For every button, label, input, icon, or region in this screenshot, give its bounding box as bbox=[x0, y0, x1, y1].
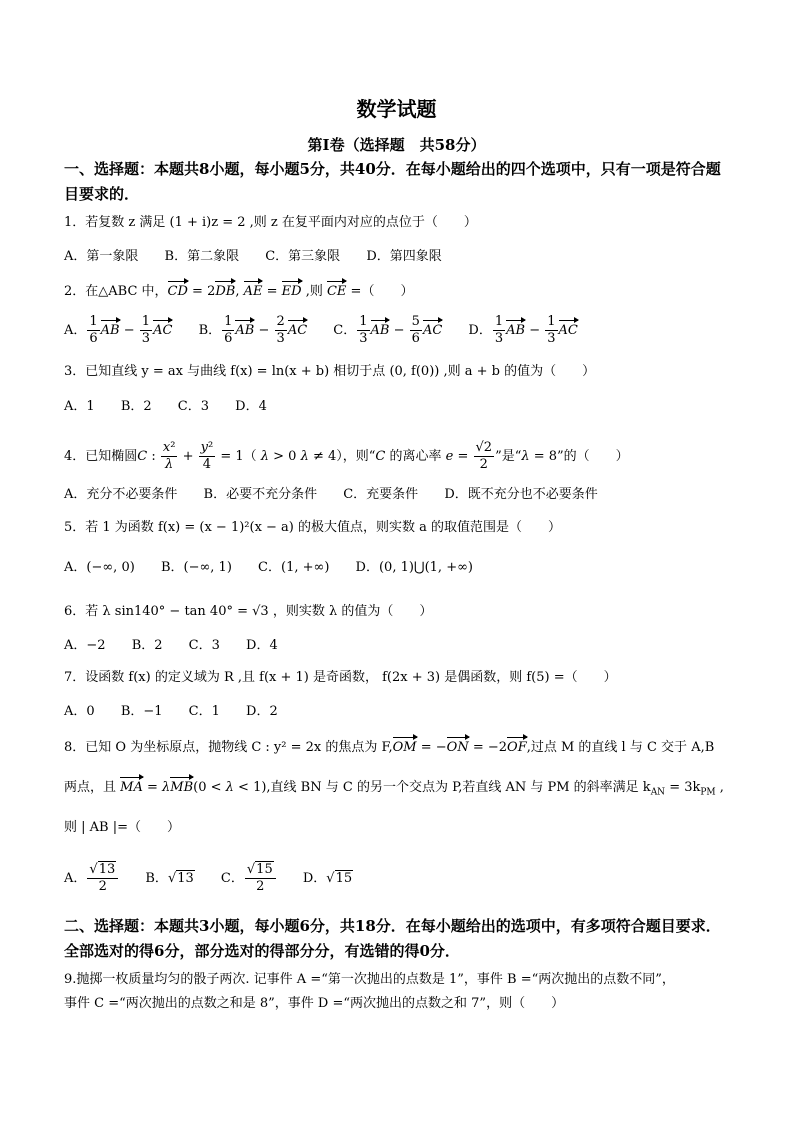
question-7-options bbox=[64, 702, 300, 722]
option-c: C．充要条件 bbox=[343, 487, 419, 502]
option-b: B．2 bbox=[120, 399, 152, 414]
option-a: A．第一象限 bbox=[64, 249, 139, 264]
option-b: B．√13 bbox=[145, 871, 194, 886]
option-b: B．2 bbox=[131, 638, 163, 653]
question-6: 6．若 λ sin140° − tan 40° = √3 ，则实数 λ 的值为（ ） bbox=[64, 604, 433, 619]
question-5: 5．若 1 为函数 f(x) = (x − 1)²(x − a) 的极大值点，则实数 a 的取值范围是（ ） bbox=[64, 520, 562, 535]
question-1: 1．若复数 z 满足 (1 + i)z = 2 ,则 z 在复平面内对应的点位于（ ） bbox=[64, 215, 477, 230]
option-c: C．(1, +∞) bbox=[258, 560, 330, 575]
option-a: A．(−∞, 0) bbox=[64, 560, 135, 575]
option-d: D．4 bbox=[246, 638, 278, 653]
section-2-heading: 二、选择题：本题共3小题，每小题6分，共18分．在每小题给出的选项中，有多项符合题目要求．全部选对的得6分，部分选对的得部分分，有选错的得0分． bbox=[64, 917, 721, 960]
option-c: C．3 bbox=[177, 399, 209, 414]
question-7: 7．设函数 f(x) 的定义域为 R ,且 f(x + 1) 是奇函数， f(2x + 3) 是偶函数，则 f(5) =（ ） bbox=[64, 670, 617, 685]
option-a: A．充分不必要条件 bbox=[64, 487, 178, 502]
option-c: C．1 bbox=[188, 704, 220, 719]
option-d: D．第四象限 bbox=[366, 249, 442, 264]
question-8-line-2: 两点，且 MA = λMB(0 < λ < 1),直线 BN 与 C 的另一个交点为 P,若直线 AN 与 PM 的斜率满足 $k_{AN} = 3k_{PM}$ , bbox=[64, 780, 724, 798]
question-4-options bbox=[64, 485, 620, 505]
question-9-line-1: 9.抛掷一枚质量均匀的骰子两次. 记事件 A =“第一次抛出的点数是 1”，事件 B =“两次抛出的点数不同”， bbox=[64, 972, 675, 987]
page-title: 数学试题 bbox=[356, 97, 437, 121]
option-a: A． $\frac{√13}{2}$ bbox=[64, 862, 119, 895]
option-d: D．√15 bbox=[302, 871, 353, 886]
question-4: 4．已知椭圆C : $\frac{\text{x²}}{\lambda}$ + $\frac{\text{y²}}{4}$ = 1（ λ > 0 λ ≠ 4），则“C 的离心率 e = $\frac{√2}{2}$ ”是“λ = 8”的（ ） bbox=[64, 440, 629, 472]
option-d: D． $\frac{1}{3}$ AB − $\frac{1}{3}$ AC bbox=[468, 314, 578, 346]
section-subtitle: 第Ⅰ卷（选择题 共58分） bbox=[307, 136, 486, 154]
option-d: D．(0, 1)⋃(1, +∞) bbox=[355, 560, 473, 575]
option-b: B．必要不充分条件 bbox=[203, 487, 318, 502]
option-b: B．−1 bbox=[120, 704, 163, 719]
question-9-line-2: 事件 C =“两次抛出的点数之和是 8”，事件 D =“两次抛出的点数之和 7”，则（ ） bbox=[64, 996, 565, 1011]
question-3: 3．已知直线 y = ax 与曲线 f(x) = ln(x + b) 相切于点 (0, f(0)) ,则 a + b 的值为（ ） bbox=[64, 364, 596, 379]
question-8-line-1: 8．已知 O 为坐标原点，抛物线 C : y² = 2x 的焦点为 F,OM = −ON = −2OF,过点 M 的直线 l 与 C 交于 A,B bbox=[64, 738, 734, 758]
option-c: C．3 bbox=[188, 638, 220, 653]
question-2: 2．在△ABC 中，CD = 2DB, AE = ED ,则 CE =（ ） bbox=[64, 282, 734, 302]
option-a: A．−2 bbox=[64, 638, 106, 653]
question-1-options bbox=[64, 247, 464, 267]
option-d: D．4 bbox=[235, 399, 267, 414]
option-a: A． $\frac{1}{6}$ AB − $\frac{1}{3}$ AC bbox=[64, 314, 173, 346]
question-3-options bbox=[64, 397, 289, 417]
option-d: D．2 bbox=[246, 704, 278, 719]
option-b: B． $\frac{1}{6}$ AB − $\frac{2}{3}$ AC bbox=[198, 314, 308, 346]
option-a: A．1 bbox=[64, 399, 95, 414]
question-8-options bbox=[64, 862, 375, 895]
option-c: C．第三象限 bbox=[265, 249, 341, 264]
option-c: C． $\frac{√15}{2}$ bbox=[221, 862, 277, 895]
question-2-options bbox=[64, 314, 600, 347]
option-b: B．第二象限 bbox=[164, 249, 240, 264]
option-c: C． $\frac{1}{3}$ AB − $\frac{5}{6}$ AC bbox=[333, 314, 443, 346]
option-b: B．(−∞, 1) bbox=[160, 560, 232, 575]
question-6-options bbox=[64, 636, 300, 656]
section-1-heading: 一、选择题：本题共8小题，每小题5分，共40分．在每小题给出的四个选项中，只有一项是符合题目要求的． bbox=[64, 160, 721, 203]
question-5-options bbox=[64, 558, 495, 578]
question-8-line-3: 则 | AB |=（ ） bbox=[64, 820, 180, 835]
option-d: D．既不充分也不必要条件 bbox=[444, 487, 598, 502]
option-a: A．0 bbox=[64, 704, 95, 719]
